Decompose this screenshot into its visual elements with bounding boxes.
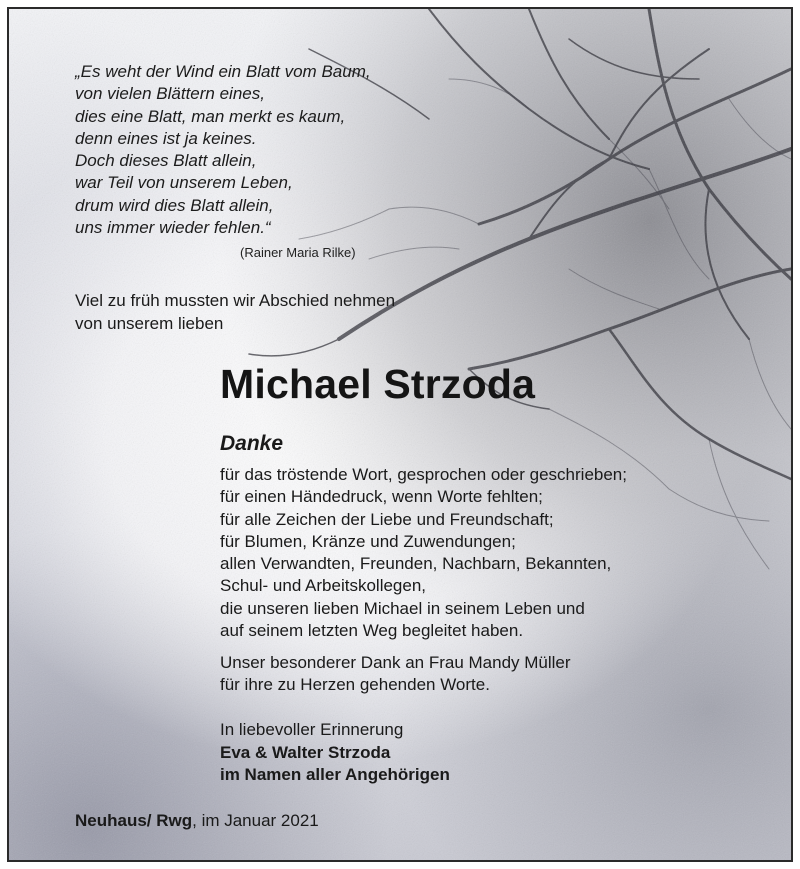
place-date-text: , im Januar 2021	[192, 811, 319, 830]
thanks-line: für Blumen, Kränze und Zuwendungen;	[220, 531, 516, 551]
intro-line: Viel zu früh mussten wir Abschied nehmen	[75, 291, 396, 310]
thanks-heading: Danke	[220, 432, 284, 455]
poem-line: dies eine Blatt, man merkt es kaum,	[75, 106, 346, 126]
poem-line: Doch dieses Blatt allein,	[75, 151, 257, 171]
poem-line: denn eines ist ja keines.	[75, 128, 257, 148]
signoff-names: Eva & Walter Strzoda	[220, 742, 391, 762]
signoff-line: In liebevoller Erinnerung	[220, 720, 404, 739]
deceased-name: Michael Strzoda	[220, 361, 536, 407]
rilke-poem	[75, 61, 371, 239]
special-thanks-line: für ihre zu Herzen gehenden Worte.	[220, 675, 490, 695]
signoff-family: im Namen aller Angehörigen	[220, 765, 450, 784]
special-thanks-line: Unser besonderer Dank an Frau Mandy Müller	[220, 653, 571, 672]
obituary-frame	[7, 7, 793, 862]
place-date	[75, 811, 319, 831]
poem-line: uns immer wieder fehlen.“	[75, 218, 271, 238]
place-town: Neuhaus/ Rwg	[75, 811, 193, 830]
poem-line: drum wird dies Blatt allein,	[75, 195, 274, 215]
thanks-list	[220, 464, 627, 642]
signoff	[220, 719, 450, 787]
thanks-line: die unseren lieben Michael in seinem Leben und	[220, 598, 585, 618]
intro-line: von unserem lieben	[75, 313, 224, 333]
obituary-content	[9, 9, 791, 860]
poem-line: von vielen Blättern eines,	[75, 84, 265, 104]
thanks-line: auf seinem letzten Weg begleitet haben.	[220, 621, 524, 641]
thanks-line: Schul- und Arbeitskollegen,	[220, 576, 427, 596]
poem-author: (Rainer Maria Rilke)	[240, 245, 356, 260]
special-thanks	[220, 652, 571, 697]
thanks-line: für einen Händedruck, wenn Worte fehlten;	[220, 487, 543, 507]
intro-text	[75, 290, 395, 335]
poem-line: war Teil von unserem Leben,	[75, 173, 293, 193]
thanks-line: allen Verwandten, Freunden, Nachbarn, Bekannten,	[220, 554, 612, 574]
thanks-line: für das tröstende Wort, gesprochen oder geschrieben;	[220, 465, 627, 484]
poem-line: „Es weht der Wind ein Blatt vom Baum,	[75, 62, 371, 81]
thanks-line: für alle Zeichen der Liebe und Freundschaft;	[220, 509, 554, 529]
